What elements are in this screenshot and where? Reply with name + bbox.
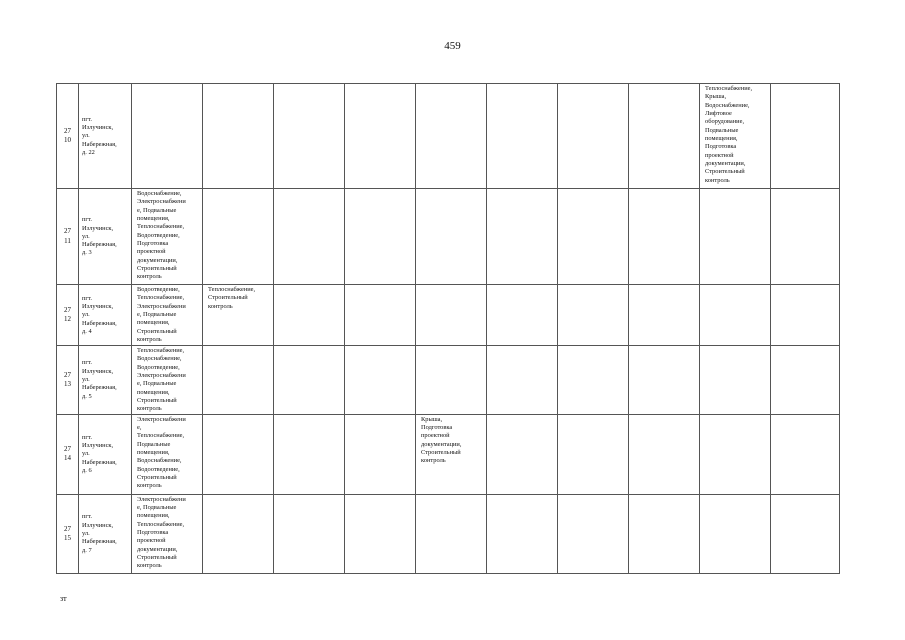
work-cell: Теплоснабжение, Крыша, Водоснабжение, Лифтовое оборудование, Подвальные помещения, Подготовка проектной документации, Строительный контроль xyxy=(700,84,771,189)
work-cell xyxy=(629,414,700,494)
address-cell: пгт. Излучинск, ул. Набережная, д. 7 xyxy=(79,494,132,573)
work-cell xyxy=(274,494,345,573)
repair-schedule-table xyxy=(56,83,840,574)
work-cell xyxy=(203,84,274,189)
work-cell xyxy=(416,494,487,573)
work-cell xyxy=(416,346,487,415)
work-cell xyxy=(274,189,345,285)
work-cell xyxy=(345,346,416,415)
row-number: 27 13 xyxy=(57,346,79,415)
work-cell: Водоотведение, Теплоснабжение, Электроснабжени е, Подвальные помещения, Строительный контроль xyxy=(132,285,203,346)
work-cell xyxy=(700,414,771,494)
work-cell: Теплоснабжение, Строительный контроль xyxy=(203,285,274,346)
work-cell xyxy=(203,414,274,494)
work-cell: Водоснабжение, Электроснабжени е, Подвальные помещения, Теплоснабжение, Водоотведение, Подготовка проектной документации, Строительный контроль xyxy=(132,189,203,285)
table-row xyxy=(57,346,840,415)
row-number: 27 10 xyxy=(57,84,79,189)
work-cell xyxy=(345,189,416,285)
address-cell: пгт. Излучинск, ул. Набережная, д. 6 xyxy=(79,414,132,494)
work-cell xyxy=(274,84,345,189)
work-cell: Теплоснабжение, Водоснабжение, Водоотведение, Электроснабжени е, Подвальные помещения, Строительный контроль xyxy=(132,346,203,415)
work-cell xyxy=(487,285,558,346)
work-cell xyxy=(203,494,274,573)
work-cell xyxy=(700,346,771,415)
work-cell xyxy=(345,414,416,494)
work-cell xyxy=(558,189,629,285)
footer-mark: зт xyxy=(60,594,67,603)
table-row xyxy=(57,84,840,189)
work-cell xyxy=(771,285,840,346)
row-number: 27 12 xyxy=(57,285,79,346)
table-row xyxy=(57,189,840,285)
work-cell xyxy=(629,84,700,189)
work-cell xyxy=(771,494,840,573)
work-cell xyxy=(700,494,771,573)
work-cell xyxy=(558,346,629,415)
work-cell xyxy=(771,414,840,494)
page-number: 459 xyxy=(444,40,461,52)
work-cell xyxy=(132,84,203,189)
work-cell xyxy=(629,346,700,415)
work-cell xyxy=(416,189,487,285)
work-cell xyxy=(487,346,558,415)
work-cell xyxy=(487,414,558,494)
work-cell xyxy=(274,285,345,346)
work-cell: Электроснабжени е, Теплоснабжение, Подвальные помещения, Водоснабжение, Водоотведение, Строительный контроль xyxy=(132,414,203,494)
work-cell xyxy=(771,84,840,189)
row-number: 27 15 xyxy=(57,494,79,573)
work-cell xyxy=(345,285,416,346)
work-cell: Крыша, Подготовка проектной документации, Строительный контроль xyxy=(416,414,487,494)
work-cell xyxy=(558,285,629,346)
work-cell xyxy=(700,285,771,346)
work-cell xyxy=(629,494,700,573)
address-cell: пгт. Излучинск, ул. Набережная, д. 22 xyxy=(79,84,132,189)
work-cell xyxy=(558,494,629,573)
work-cell: Электроснабжени е, Подвальные помещения, Теплоснабжение, Подготовка проектной документации, Строительный контроль xyxy=(132,494,203,573)
work-cell xyxy=(274,414,345,494)
work-cell xyxy=(203,189,274,285)
address-cell: пгт. Излучинск, ул. Набережная, д. 5 xyxy=(79,346,132,415)
work-cell xyxy=(345,494,416,573)
table-row xyxy=(57,414,840,494)
work-cell xyxy=(558,84,629,189)
work-cell xyxy=(771,189,840,285)
work-cell xyxy=(274,346,345,415)
work-cell xyxy=(771,346,840,415)
work-cell xyxy=(487,494,558,573)
table-row xyxy=(57,285,840,346)
work-cell xyxy=(487,84,558,189)
work-cell xyxy=(203,346,274,415)
table-row xyxy=(57,494,840,573)
work-cell xyxy=(416,285,487,346)
row-number: 27 14 xyxy=(57,414,79,494)
work-cell xyxy=(558,414,629,494)
work-cell xyxy=(700,189,771,285)
row-number: 27 11 xyxy=(57,189,79,285)
work-cell xyxy=(487,189,558,285)
work-cell xyxy=(629,285,700,346)
address-cell: пгт. Излучинск, ул. Набережная, д. 3 xyxy=(79,189,132,285)
address-cell: пгт. Излучинск, ул. Набережная, д. 4 xyxy=(79,285,132,346)
work-cell xyxy=(416,84,487,189)
work-cell xyxy=(345,84,416,189)
work-cell xyxy=(629,189,700,285)
